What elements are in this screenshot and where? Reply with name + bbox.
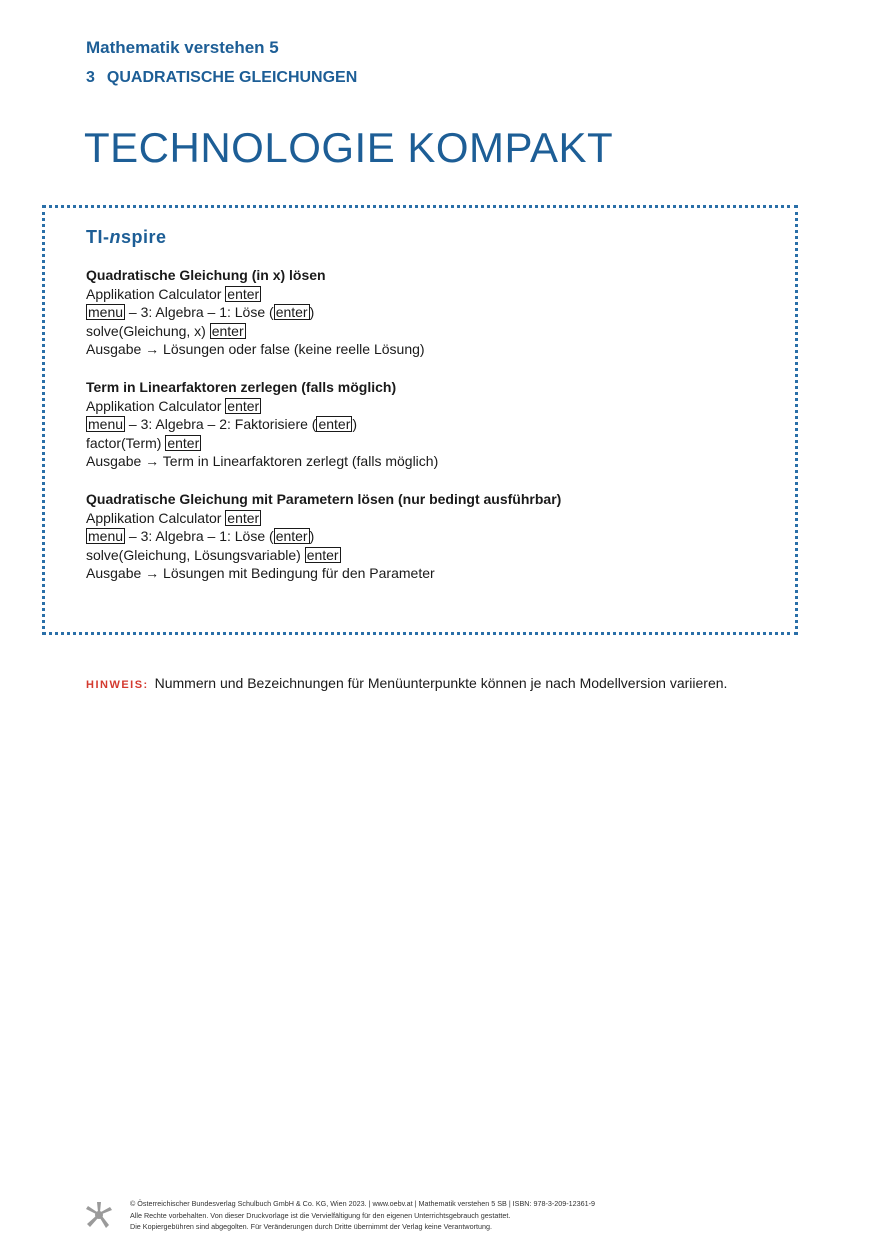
- chapter-number: 3: [86, 69, 95, 86]
- section-heading: Quadratische Gleichung (in x) lösen: [86, 267, 326, 283]
- command-text: factor(Term): [86, 434, 166, 451]
- tool-n: n: [109, 227, 121, 247]
- app-text: Applikation Calculator: [86, 397, 226, 414]
- command-text: solve(Gleichung, Lösungsvariable): [86, 546, 305, 563]
- menu-key: menu: [88, 304, 124, 321]
- tool-heading: [86, 227, 167, 248]
- menu-path: – 3: Algebra – 2: Faktorisiere (: [125, 416, 317, 433]
- hint-label: HINWEIS:: [86, 679, 149, 691]
- enter-key: enter: [167, 434, 200, 451]
- technology-box: [42, 205, 798, 635]
- section-solve-quadratic: [86, 266, 425, 359]
- output-line: Ausgabe → Term in Linearfaktoren zerlegt (falls möglich): [86, 453, 439, 470]
- section-heading: Quadratische Gleichung mit Parametern lösen (nur bedingt ausführbar): [86, 491, 562, 507]
- enter-key: enter: [306, 546, 339, 563]
- enter-key: enter: [227, 509, 260, 526]
- enter-key: enter: [275, 528, 308, 545]
- menu-path: – 3: Algebra – 1: Löse (: [125, 304, 274, 321]
- app-line: [86, 285, 425, 304]
- menu-path: – 3: Algebra – 1: Löse (: [125, 528, 274, 545]
- output-line: Ausgabe → Lösungen oder false (keine reelle Lösung): [86, 341, 425, 358]
- chapter-title: QUADRATISCHE GLEICHUNGEN: [106, 69, 358, 86]
- chapter-heading: [86, 69, 357, 87]
- footer-line: Alle Rechte vorbehalten. Von dieser Druckvorlage ist die Vervielfältigung für den eigenen Unterrichtsgebrauch gestattet.: [130, 1210, 511, 1220]
- app-text: Applikation Calculator: [86, 285, 226, 302]
- command-text: solve(Gleichung, x): [86, 322, 210, 339]
- section-heading: Term in Linearfaktoren zerlegen (falls möglich): [86, 379, 397, 395]
- book-title: Mathematik verstehen 5: [86, 38, 279, 57]
- command-line: [86, 546, 561, 565]
- menu-key: menu: [88, 528, 124, 545]
- hint-text: Nummern und Bezeichnungen für Menüunterpunkte können je nach Modellversion variieren.: [150, 675, 728, 691]
- section-solve-parameters: [86, 490, 561, 583]
- footer-line: Die Kopiergebühren sind abgegolten. Für Veränderungen durch Dritte übernimmt der Verlag keine Verantwortung.: [130, 1222, 492, 1231]
- page-title: TECHNOLOGIE KOMPAKT: [84, 124, 614, 171]
- tool-suffix: spire: [121, 227, 167, 247]
- section-factor: [86, 378, 438, 471]
- hint-note: [86, 675, 727, 691]
- enter-key: enter: [227, 285, 260, 302]
- footer-copyright: [130, 1198, 595, 1233]
- enter-key: enter: [211, 322, 244, 339]
- enter-key: enter: [318, 416, 351, 433]
- enter-key: enter: [227, 397, 260, 414]
- enter-key: enter: [275, 304, 308, 321]
- publisher-logo-icon: [84, 1200, 114, 1230]
- close-paren: ): [309, 528, 315, 545]
- close-paren: ): [352, 416, 358, 433]
- close-paren: ): [309, 304, 315, 321]
- menu-key: menu: [88, 416, 124, 433]
- tool-prefix: TI-: [86, 227, 110, 247]
- menu-line: [86, 415, 438, 434]
- command-line: [86, 434, 438, 453]
- app-text: Applikation Calculator: [86, 509, 226, 526]
- menu-line: [86, 303, 425, 322]
- output-line: Ausgabe → Lösungen mit Bedingung für den Parameter: [86, 565, 435, 582]
- menu-line: [86, 527, 561, 546]
- command-line: [86, 322, 425, 341]
- footer-line: © Österreichischer Bundesverlag Schulbuch GmbH & Co. KG, Wien 2023. | www.oebv.at | Mathematik verstehen 5 SB | ISBN: 978-3-209-12361-9: [130, 1199, 595, 1208]
- app-line: [86, 397, 438, 416]
- app-line: [86, 509, 561, 528]
